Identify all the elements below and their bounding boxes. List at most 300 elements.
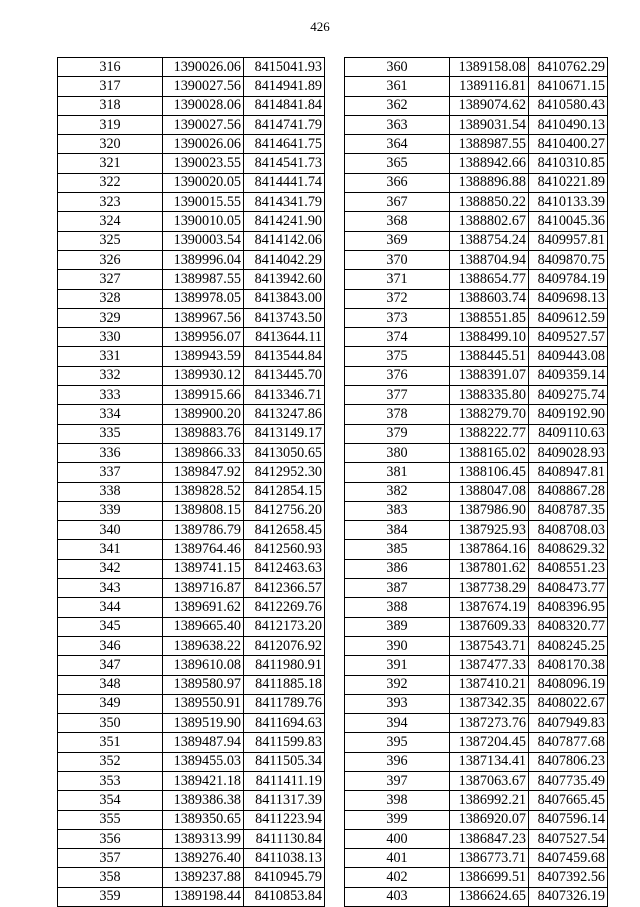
x-coordinate-cell: 1389487.94 — [163, 733, 244, 752]
x-coordinate-cell: 1387864.16 — [450, 540, 529, 559]
table-row — [345, 366, 608, 385]
y-coordinate-cell: 8413050.65 — [244, 443, 325, 462]
y-coordinate-cell: 8410580.43 — [529, 96, 608, 115]
table-row — [345, 849, 608, 868]
x-coordinate-cell: 1387674.19 — [450, 598, 529, 617]
x-coordinate-cell: 1390027.56 — [163, 115, 244, 134]
y-coordinate-cell: 8409784.19 — [529, 270, 608, 289]
table-row — [345, 154, 608, 173]
x-coordinate-cell: 1386920.07 — [450, 810, 529, 829]
point-number-cell: 342 — [58, 559, 163, 578]
x-coordinate-cell: 1387801.62 — [450, 559, 529, 578]
table-row — [345, 636, 608, 655]
y-coordinate-cell: 8413843.00 — [244, 289, 325, 308]
point-number-cell: 354 — [58, 791, 163, 810]
x-coordinate-cell: 1390026.06 — [163, 58, 244, 77]
point-number-cell: 327 — [58, 270, 163, 289]
point-number-cell: 320 — [58, 135, 163, 154]
y-coordinate-cell: 8409110.63 — [529, 424, 608, 443]
x-coordinate-cell: 1389764.46 — [163, 540, 244, 559]
table-row — [345, 193, 608, 212]
x-coordinate-cell: 1389716.87 — [163, 579, 244, 598]
x-coordinate-cell: 1389610.08 — [163, 656, 244, 675]
table-row — [345, 308, 608, 327]
y-coordinate-cell: 8414841.84 — [244, 96, 325, 115]
x-coordinate-cell: 1388987.55 — [450, 135, 529, 154]
point-number-cell: 363 — [345, 115, 450, 134]
y-coordinate-cell: 8411038.13 — [244, 849, 325, 868]
x-coordinate-cell: 1389978.05 — [163, 289, 244, 308]
point-number-cell: 365 — [345, 154, 450, 173]
x-coordinate-cell: 1389665.40 — [163, 617, 244, 636]
table-row — [345, 270, 608, 289]
y-coordinate-cell: 8409698.13 — [529, 289, 608, 308]
y-coordinate-cell: 8410045.36 — [529, 212, 608, 231]
table-row — [58, 115, 325, 134]
x-coordinate-cell: 1388499.10 — [450, 328, 529, 347]
table-row — [58, 887, 325, 906]
table-row — [58, 193, 325, 212]
y-coordinate-cell: 8409359.14 — [529, 366, 608, 385]
table-row — [345, 868, 608, 887]
coordinates-table-right — [344, 57, 608, 907]
table-row — [345, 521, 608, 540]
x-coordinate-cell: 1386847.23 — [450, 829, 529, 848]
point-number-cell: 335 — [58, 424, 163, 443]
y-coordinate-cell: 8412076.92 — [244, 636, 325, 655]
table-row — [345, 598, 608, 617]
y-coordinate-cell: 8407392.56 — [529, 868, 608, 887]
point-number-cell: 370 — [345, 250, 450, 269]
y-coordinate-cell: 8413346.71 — [244, 386, 325, 405]
table-row — [58, 579, 325, 598]
point-number-cell: 355 — [58, 810, 163, 829]
x-coordinate-cell: 1386624.65 — [450, 887, 529, 906]
point-number-cell: 382 — [345, 482, 450, 501]
x-coordinate-cell: 1389519.90 — [163, 714, 244, 733]
y-coordinate-cell: 8414641.75 — [244, 135, 325, 154]
table-row — [345, 771, 608, 790]
y-coordinate-cell: 8409527.57 — [529, 328, 608, 347]
table-row — [58, 656, 325, 675]
point-number-cell: 321 — [58, 154, 163, 173]
y-coordinate-cell: 8413644.11 — [244, 328, 325, 347]
y-coordinate-cell: 8415041.93 — [244, 58, 325, 77]
point-number-cell: 386 — [345, 559, 450, 578]
x-coordinate-cell: 1388802.67 — [450, 212, 529, 231]
x-coordinate-cell: 1389313.99 — [163, 829, 244, 848]
point-number-cell: 392 — [345, 675, 450, 694]
table-row — [58, 752, 325, 771]
x-coordinate-cell: 1389116.81 — [450, 77, 529, 96]
y-coordinate-cell: 8411505.34 — [244, 752, 325, 771]
x-coordinate-cell: 1390020.05 — [163, 173, 244, 192]
point-number-cell: 322 — [58, 173, 163, 192]
y-coordinate-cell: 8407527.54 — [529, 829, 608, 848]
x-coordinate-cell: 1388106.45 — [450, 463, 529, 482]
point-number-cell: 338 — [58, 482, 163, 501]
x-coordinate-cell: 1389455.03 — [163, 752, 244, 771]
point-number-cell: 384 — [345, 521, 450, 540]
table-row — [58, 675, 325, 694]
y-coordinate-cell: 8413942.60 — [244, 270, 325, 289]
y-coordinate-cell: 8407665.45 — [529, 791, 608, 810]
point-number-cell: 357 — [58, 849, 163, 868]
point-number-cell: 323 — [58, 193, 163, 212]
table-row — [345, 115, 608, 134]
x-coordinate-cell: 1389074.62 — [450, 96, 529, 115]
x-coordinate-cell: 1389987.55 — [163, 270, 244, 289]
x-coordinate-cell: 1390028.06 — [163, 96, 244, 115]
table-row — [58, 714, 325, 733]
table-row — [345, 733, 608, 752]
x-coordinate-cell: 1389808.15 — [163, 501, 244, 520]
y-coordinate-cell: 8411599.83 — [244, 733, 325, 752]
x-coordinate-cell: 1389786.79 — [163, 521, 244, 540]
point-number-cell: 344 — [58, 598, 163, 617]
y-coordinate-cell: 8414142.06 — [244, 231, 325, 250]
x-coordinate-cell: 1387477.33 — [450, 656, 529, 675]
point-number-cell: 397 — [345, 771, 450, 790]
table-row — [345, 443, 608, 462]
point-number-cell: 401 — [345, 849, 450, 868]
y-coordinate-cell: 8413445.70 — [244, 366, 325, 385]
x-coordinate-cell: 1387134.41 — [450, 752, 529, 771]
x-coordinate-cell: 1389828.52 — [163, 482, 244, 501]
point-number-cell: 328 — [58, 289, 163, 308]
x-coordinate-cell: 1387063.67 — [450, 771, 529, 790]
y-coordinate-cell: 8414741.79 — [244, 115, 325, 134]
table-row — [345, 386, 608, 405]
x-coordinate-cell: 1390026.06 — [163, 135, 244, 154]
table-row — [345, 77, 608, 96]
point-number-cell: 388 — [345, 598, 450, 617]
x-coordinate-cell: 1387342.35 — [450, 694, 529, 713]
x-coordinate-cell: 1388654.77 — [450, 270, 529, 289]
table-row — [345, 675, 608, 694]
x-coordinate-cell: 1389237.88 — [163, 868, 244, 887]
y-coordinate-cell: 8408022.67 — [529, 694, 608, 713]
x-coordinate-cell: 1388165.02 — [450, 443, 529, 462]
table-row — [58, 868, 325, 887]
table-row — [345, 579, 608, 598]
point-number-cell: 351 — [58, 733, 163, 752]
table-row — [345, 173, 608, 192]
x-coordinate-cell: 1387273.76 — [450, 714, 529, 733]
point-number-cell: 366 — [345, 173, 450, 192]
y-coordinate-cell: 8412173.20 — [244, 617, 325, 636]
x-coordinate-cell: 1389847.92 — [163, 463, 244, 482]
table-row — [58, 347, 325, 366]
point-number-cell: 380 — [345, 443, 450, 462]
table-row — [345, 540, 608, 559]
point-number-cell: 372 — [345, 289, 450, 308]
x-coordinate-cell: 1389930.12 — [163, 366, 244, 385]
y-coordinate-cell: 8411411.19 — [244, 771, 325, 790]
point-number-cell: 379 — [345, 424, 450, 443]
table-row — [58, 270, 325, 289]
point-number-cell: 329 — [58, 308, 163, 327]
x-coordinate-cell: 1389198.44 — [163, 887, 244, 906]
point-number-cell: 360 — [345, 58, 450, 77]
y-coordinate-cell: 8411789.76 — [244, 694, 325, 713]
point-number-cell: 352 — [58, 752, 163, 771]
y-coordinate-cell: 8408708.03 — [529, 521, 608, 540]
x-coordinate-cell: 1389883.76 — [163, 424, 244, 443]
x-coordinate-cell: 1389550.91 — [163, 694, 244, 713]
point-number-cell: 369 — [345, 231, 450, 250]
point-number-cell: 403 — [345, 887, 450, 906]
y-coordinate-cell: 8412854.15 — [244, 482, 325, 501]
y-coordinate-cell: 8407459.68 — [529, 849, 608, 868]
table-row — [58, 501, 325, 520]
x-coordinate-cell: 1388335.80 — [450, 386, 529, 405]
table-row — [345, 289, 608, 308]
point-number-cell: 393 — [345, 694, 450, 713]
point-number-cell: 346 — [58, 636, 163, 655]
table-row — [58, 617, 325, 636]
y-coordinate-cell: 8410133.39 — [529, 193, 608, 212]
x-coordinate-cell: 1389900.20 — [163, 405, 244, 424]
y-coordinate-cell: 8407596.14 — [529, 810, 608, 829]
y-coordinate-cell: 8408787.35 — [529, 501, 608, 520]
table-row — [345, 810, 608, 829]
table-row — [345, 752, 608, 771]
table-row — [345, 424, 608, 443]
table-row — [58, 521, 325, 540]
point-number-cell: 387 — [345, 579, 450, 598]
table-row — [58, 733, 325, 752]
x-coordinate-cell: 1389158.08 — [450, 58, 529, 77]
y-coordinate-cell: 8410400.27 — [529, 135, 608, 154]
x-coordinate-cell: 1388942.66 — [450, 154, 529, 173]
x-coordinate-cell: 1388704.94 — [450, 250, 529, 269]
x-coordinate-cell: 1388047.08 — [450, 482, 529, 501]
point-number-cell: 361 — [345, 77, 450, 96]
table-row — [58, 771, 325, 790]
point-number-cell: 330 — [58, 328, 163, 347]
point-number-cell: 326 — [58, 250, 163, 269]
y-coordinate-cell: 8410310.85 — [529, 154, 608, 173]
y-coordinate-cell: 8408473.77 — [529, 579, 608, 598]
x-coordinate-cell: 1387410.21 — [450, 675, 529, 694]
x-coordinate-cell: 1387609.33 — [450, 617, 529, 636]
point-number-cell: 381 — [345, 463, 450, 482]
point-number-cell: 398 — [345, 791, 450, 810]
point-number-cell: 324 — [58, 212, 163, 231]
y-coordinate-cell: 8408867.28 — [529, 482, 608, 501]
table-row — [345, 829, 608, 848]
table-row — [58, 694, 325, 713]
point-number-cell: 332 — [58, 366, 163, 385]
y-coordinate-cell: 8414241.90 — [244, 212, 325, 231]
point-number-cell: 349 — [58, 694, 163, 713]
y-coordinate-cell: 8410671.15 — [529, 77, 608, 96]
point-number-cell: 396 — [345, 752, 450, 771]
x-coordinate-cell: 1389741.15 — [163, 559, 244, 578]
point-number-cell: 362 — [345, 96, 450, 115]
x-coordinate-cell: 1386992.21 — [450, 791, 529, 810]
table-row — [345, 328, 608, 347]
point-number-cell: 347 — [58, 656, 163, 675]
point-number-cell: 402 — [345, 868, 450, 887]
point-number-cell: 340 — [58, 521, 163, 540]
point-number-cell: 350 — [58, 714, 163, 733]
y-coordinate-cell: 8408629.32 — [529, 540, 608, 559]
point-number-cell: 318 — [58, 96, 163, 115]
table-row — [58, 636, 325, 655]
y-coordinate-cell: 8413544.84 — [244, 347, 325, 366]
point-number-cell: 341 — [58, 540, 163, 559]
x-coordinate-cell: 1386773.71 — [450, 849, 529, 868]
point-number-cell: 399 — [345, 810, 450, 829]
x-coordinate-cell: 1389580.97 — [163, 675, 244, 694]
table-row — [345, 501, 608, 520]
y-coordinate-cell: 8409957.81 — [529, 231, 608, 250]
point-number-cell: 367 — [345, 193, 450, 212]
y-coordinate-cell: 8414441.74 — [244, 173, 325, 192]
point-number-cell: 395 — [345, 733, 450, 752]
point-number-cell: 345 — [58, 617, 163, 636]
y-coordinate-cell: 8412756.20 — [244, 501, 325, 520]
y-coordinate-cell: 8411223.94 — [244, 810, 325, 829]
y-coordinate-cell: 8411980.91 — [244, 656, 325, 675]
y-coordinate-cell: 8409275.74 — [529, 386, 608, 405]
table-row — [58, 405, 325, 424]
table-row — [345, 559, 608, 578]
table-row — [58, 135, 325, 154]
y-coordinate-cell: 8410945.79 — [244, 868, 325, 887]
point-number-cell: 400 — [345, 829, 450, 848]
table-row — [58, 829, 325, 848]
x-coordinate-cell: 1390003.54 — [163, 231, 244, 250]
x-coordinate-cell: 1390027.56 — [163, 77, 244, 96]
x-coordinate-cell: 1387738.29 — [450, 579, 529, 598]
y-coordinate-cell: 8412658.45 — [244, 521, 325, 540]
x-coordinate-cell: 1388222.77 — [450, 424, 529, 443]
x-coordinate-cell: 1390015.55 — [163, 193, 244, 212]
point-number-cell: 336 — [58, 443, 163, 462]
point-number-cell: 343 — [58, 579, 163, 598]
y-coordinate-cell: 8408096.19 — [529, 675, 608, 694]
y-coordinate-cell: 8411694.63 — [244, 714, 325, 733]
x-coordinate-cell: 1390010.05 — [163, 212, 244, 231]
y-coordinate-cell: 8413149.17 — [244, 424, 325, 443]
point-number-cell: 389 — [345, 617, 450, 636]
y-coordinate-cell: 8414341.79 — [244, 193, 325, 212]
table-row — [58, 250, 325, 269]
table-row — [58, 173, 325, 192]
point-number-cell: 331 — [58, 347, 163, 366]
x-coordinate-cell: 1389915.66 — [163, 386, 244, 405]
coordinates-table-left — [57, 57, 325, 907]
table-row — [345, 714, 608, 733]
table-row — [345, 887, 608, 906]
point-number-cell: 333 — [58, 386, 163, 405]
table-row — [345, 135, 608, 154]
y-coordinate-cell: 8407877.68 — [529, 733, 608, 752]
point-number-cell: 371 — [345, 270, 450, 289]
table-row — [58, 77, 325, 96]
table-row — [58, 58, 325, 77]
x-coordinate-cell: 1389638.22 — [163, 636, 244, 655]
point-number-cell: 374 — [345, 328, 450, 347]
y-coordinate-cell: 8409870.75 — [529, 250, 608, 269]
table-row — [345, 405, 608, 424]
table-row — [58, 386, 325, 405]
x-coordinate-cell: 1389996.04 — [163, 250, 244, 269]
x-coordinate-cell: 1386699.51 — [450, 868, 529, 887]
x-coordinate-cell: 1388850.22 — [450, 193, 529, 212]
y-coordinate-cell: 8412463.63 — [244, 559, 325, 578]
table-row — [58, 849, 325, 868]
table-row — [58, 289, 325, 308]
y-coordinate-cell: 8414541.73 — [244, 154, 325, 173]
x-coordinate-cell: 1389386.38 — [163, 791, 244, 810]
table-row — [58, 463, 325, 482]
x-coordinate-cell: 1389967.56 — [163, 308, 244, 327]
x-coordinate-cell: 1389956.07 — [163, 328, 244, 347]
point-number-cell: 325 — [58, 231, 163, 250]
y-coordinate-cell: 8412269.76 — [244, 598, 325, 617]
table-row — [58, 424, 325, 443]
x-coordinate-cell: 1389691.62 — [163, 598, 244, 617]
x-coordinate-cell: 1390023.55 — [163, 154, 244, 173]
y-coordinate-cell: 8411885.18 — [244, 675, 325, 694]
table-row — [58, 231, 325, 250]
y-coordinate-cell: 8414941.89 — [244, 77, 325, 96]
y-coordinate-cell: 8408947.81 — [529, 463, 608, 482]
point-number-cell: 358 — [58, 868, 163, 887]
x-coordinate-cell: 1388445.51 — [450, 347, 529, 366]
point-number-cell: 373 — [345, 308, 450, 327]
point-number-cell: 317 — [58, 77, 163, 96]
point-number-cell: 348 — [58, 675, 163, 694]
y-coordinate-cell: 8412366.57 — [244, 579, 325, 598]
table-row — [345, 250, 608, 269]
x-coordinate-cell: 1388896.88 — [450, 173, 529, 192]
y-coordinate-cell: 8407735.49 — [529, 771, 608, 790]
y-coordinate-cell: 8409192.90 — [529, 405, 608, 424]
y-coordinate-cell: 8409028.93 — [529, 443, 608, 462]
point-number-cell: 339 — [58, 501, 163, 520]
point-number-cell: 391 — [345, 656, 450, 675]
table-row — [345, 347, 608, 366]
y-coordinate-cell: 8410762.29 — [529, 58, 608, 77]
table-row — [58, 366, 325, 385]
y-coordinate-cell: 8411317.39 — [244, 791, 325, 810]
y-coordinate-cell: 8410853.84 — [244, 887, 325, 906]
point-number-cell: 376 — [345, 366, 450, 385]
table-row — [345, 463, 608, 482]
table-row — [58, 482, 325, 501]
point-number-cell: 390 — [345, 636, 450, 655]
table-row — [58, 598, 325, 617]
point-number-cell: 359 — [58, 887, 163, 906]
point-number-cell: 364 — [345, 135, 450, 154]
table-row — [58, 154, 325, 173]
y-coordinate-cell: 8410221.89 — [529, 173, 608, 192]
point-number-cell: 337 — [58, 463, 163, 482]
table-row — [345, 96, 608, 115]
table-row — [345, 656, 608, 675]
table-row — [345, 231, 608, 250]
y-coordinate-cell: 8407949.83 — [529, 714, 608, 733]
point-number-cell: 394 — [345, 714, 450, 733]
table-row — [345, 212, 608, 231]
table-row — [58, 540, 325, 559]
point-number-cell: 377 — [345, 386, 450, 405]
